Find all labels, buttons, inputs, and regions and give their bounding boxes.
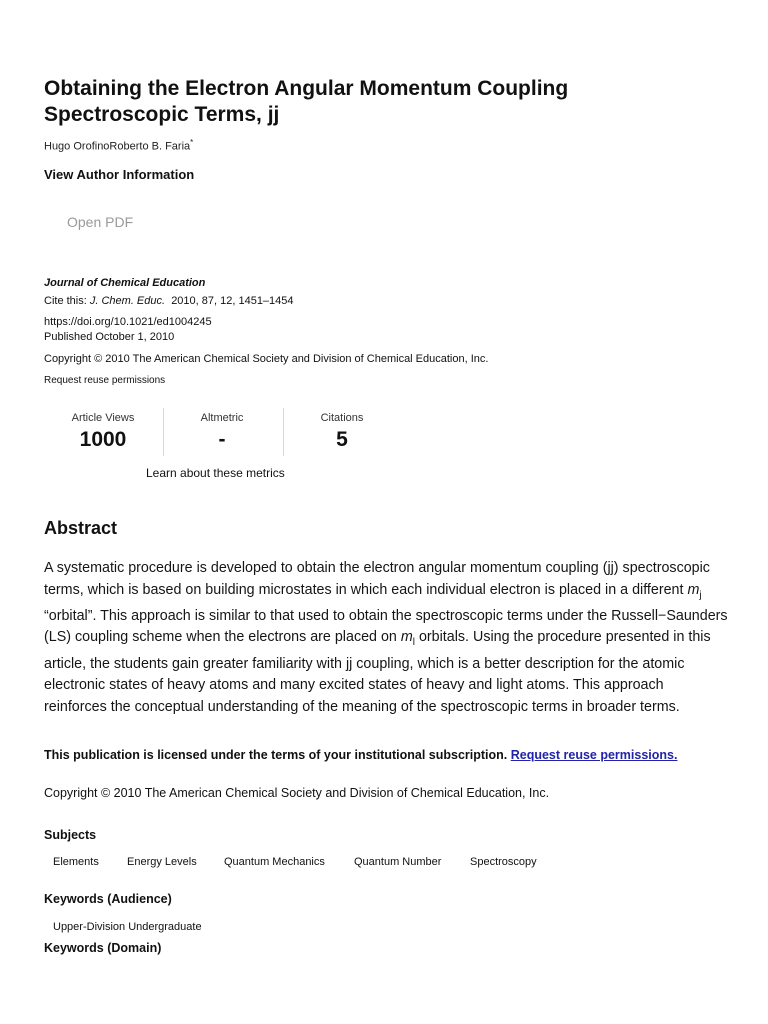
copyright-statement: Copyright © 2010 The American Chemical Society and Division of Chemical Education, Inc. <box>44 786 550 800</box>
keywords-audience-heading: Keywords (Audience) <box>44 892 172 906</box>
subject-tag-energy-levels[interactable]: Energy Levels <box>127 856 197 868</box>
cite-this-line <box>44 295 294 307</box>
subject-tag-quantum-number[interactable]: Quantum Number <box>354 856 442 868</box>
abstract-text <box>44 558 730 718</box>
subject-tag-elements[interactable]: Elements <box>53 856 99 868</box>
journal-name[interactable]: Journal of Chemical Education <box>44 277 206 289</box>
l-subscript: l <box>412 637 415 649</box>
metric-article-views <box>44 408 162 456</box>
author-names[interactable]: Hugo OrofinoRoberto B. Faria <box>44 140 191 153</box>
learn-about-metrics-link[interactable]: Learn about these metrics <box>146 466 285 480</box>
metric-value: 5 <box>336 428 348 451</box>
m-symbol: m <box>687 581 700 598</box>
abstract-part-3: orbitals. Using the procedure presented in this article, the students gain greater familiarity with jj coupling, which is a better description for the atomic electronic states of heavy atoms and many excited states of heavy and light atoms. This approach reinforces the conceptual understanding of the meaning of the spectroscopic terms in broader terms. <box>44 629 711 715</box>
keywords-domain-heading: Keywords (Domain) <box>44 941 162 955</box>
j-subscript: j <box>699 589 702 601</box>
metric-label: Altmetric <box>200 412 244 424</box>
article-metrics <box>44 408 404 458</box>
metric-value: 1000 <box>79 428 127 451</box>
metric-label: Article Views <box>71 412 135 424</box>
author-list <box>44 138 193 153</box>
doi-link[interactable]: https://doi.org/10.1021/ed1004245 <box>44 316 212 328</box>
cite-prefix: Cite this: <box>44 295 87 307</box>
abstract-part-2: “orbital”. This approach is similar to that used to obtain the spectroscopic terms under the Russell−Saunders (LS) coupling scheme when the electrons are placed on <box>44 607 728 646</box>
m-symbol: m <box>400 629 413 646</box>
license-text: This publication is licensed under the terms of your institutional subscription. <box>44 748 511 762</box>
metric-altmetric[interactable] <box>163 408 281 456</box>
view-author-information-button[interactable]: View Author Information <box>44 167 195 182</box>
published-date: Published October 1, 2010 <box>44 331 175 343</box>
abstract-heading: Abstract <box>44 518 118 538</box>
metric-citations[interactable] <box>283 408 401 456</box>
open-pdf-button[interactable]: Open PDF <box>67 214 134 230</box>
corresponding-author-mark: * <box>190 138 194 147</box>
copyright-notice: Copyright © 2010 The American Chemical Society and Division of Chemical Education, Inc. <box>44 353 489 365</box>
cite-details: 2010, 87, 12, 1451–1454 <box>171 295 294 307</box>
cite-journal-abbrev: J. Chem. Educ. <box>89 295 166 307</box>
subject-tag-spectroscopy[interactable]: Spectroscopy <box>470 856 537 868</box>
metric-label: Citations <box>320 412 364 424</box>
request-reuse-permissions-link[interactable]: Request reuse permissions. <box>510 748 678 762</box>
request-reuse-permissions-link[interactable]: Request reuse permissions <box>44 375 166 386</box>
article-title: Obtaining the Electron Angular Momentum Coupling Spectroscopic Terms, jj <box>44 77 569 126</box>
abstract-part-1: A systematic procedure is developed to obtain the electron angular momentum coupling (jj) spectroscopic terms, which is based on building microstates in which each individual electron is placed in a different <box>44 560 710 598</box>
subject-tag-quantum-mechanics[interactable]: Quantum Mechanics <box>224 856 325 868</box>
license-notice <box>44 748 677 762</box>
keyword-tag-upper-division-undergraduate[interactable]: Upper-Division Undergraduate <box>53 921 202 933</box>
metric-value: - <box>218 428 226 451</box>
subjects-heading: Subjects <box>44 828 97 842</box>
